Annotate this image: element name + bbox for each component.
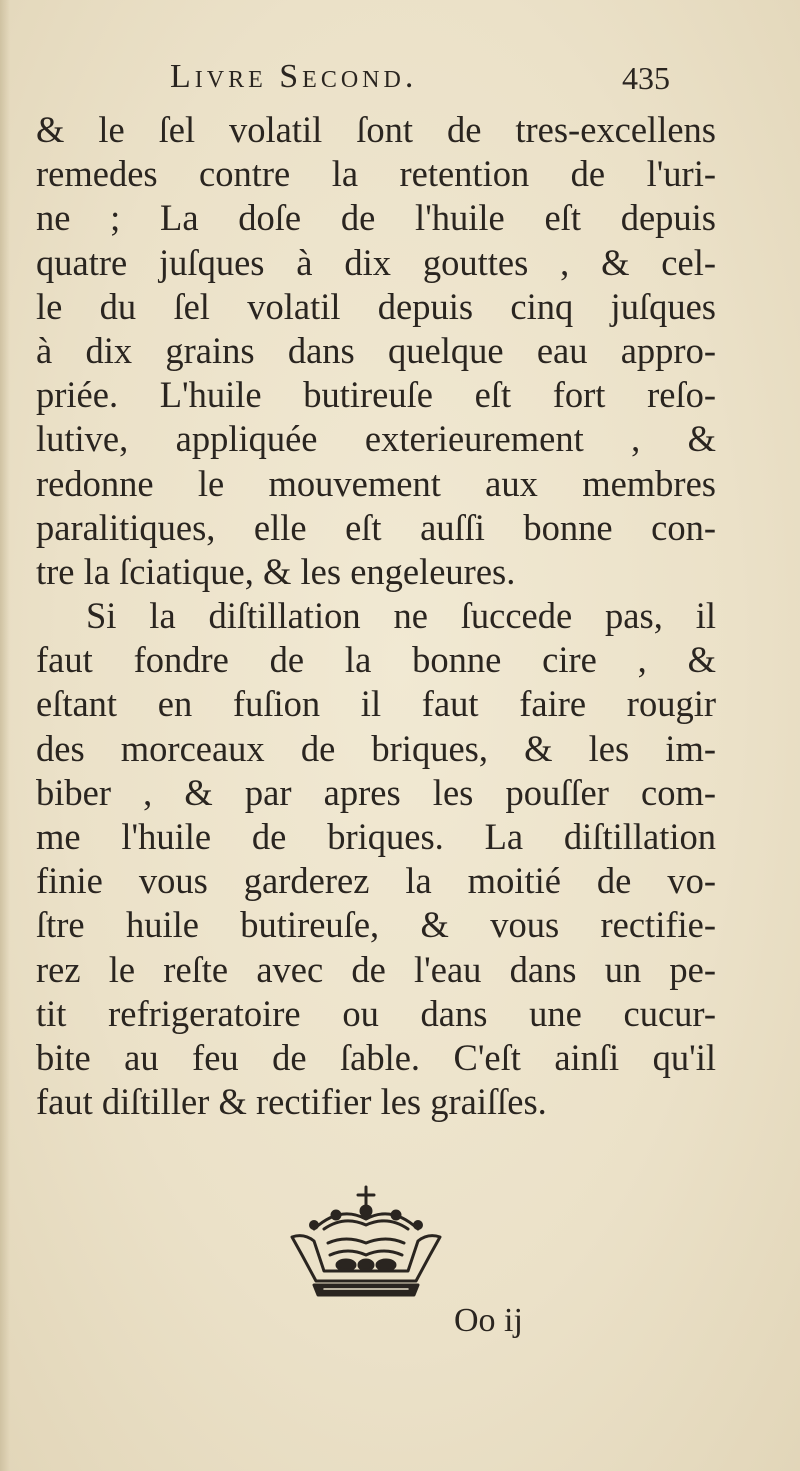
signature-mark: Oo ij (454, 1302, 523, 1339)
text-line: priée. L'huile butireuſe eſt fort reſo- (36, 374, 716, 416)
text-line: & le ſel volatil ſont de tres-excellens (36, 109, 716, 150)
text-line: ne ; La doſe de l'huile eſt depuis (36, 197, 716, 239)
text-line: faut fondre de la bonne cire , & (36, 639, 716, 681)
text-line: me l'huile de briques. La diſtillation (36, 816, 716, 857)
page-gutter-shadow (0, 0, 10, 1471)
text-line: le du ſel volatil depuis cinq juſques (36, 285, 716, 327)
text-line: tre la ſciatique, & les engeleures. (36, 550, 516, 592)
text-line: finie vous garderez la moitié de vo- (36, 860, 716, 902)
running-title: Livre Second. (170, 58, 418, 95)
paragraph-1 (36, 108, 716, 594)
text-line: quatre juſques à dix gouttes , & cel- (36, 241, 716, 283)
paragraph-2 (36, 594, 716, 1124)
text-line: des morceaux de briques, & les im- (36, 727, 716, 769)
text-line: eſtant en fuſion il faut faire rougir (36, 683, 716, 725)
crown-fleuron-icon (284, 1185, 448, 1301)
text-line: redonne le mouvement aux membres (36, 462, 716, 504)
text-line: paralitiques, elle eſt auſſi bonne con- (36, 506, 716, 548)
page-header (170, 58, 670, 108)
text-line: Si la diſtillation ne ſuccede pas, il (86, 595, 716, 637)
text-line: remedes contre la retention de l'uri- (36, 153, 716, 195)
text-line: faut diſtiller & rectifier les graiſſes. (36, 1081, 547, 1123)
text-line: à dix grains dans quelque eau appro- (36, 329, 716, 371)
text-line: biber , & par apres les pouſſer com- (36, 771, 716, 813)
text-line: rez le reſte avec de l'eau dans un pe- (36, 948, 716, 990)
text-line: tit refrigeratoire ou dans une cucur- (36, 992, 716, 1034)
text-line: ſtre huile butireuſe, & vous rectifie- (36, 904, 716, 946)
page-number: 435 (622, 60, 670, 96)
text-line: bite au feu de ſable. C'eſt ainſi qu'il (36, 1036, 716, 1078)
body-text (36, 108, 716, 1124)
text-line: lutive, appliquée exterieurement , & (36, 418, 716, 460)
